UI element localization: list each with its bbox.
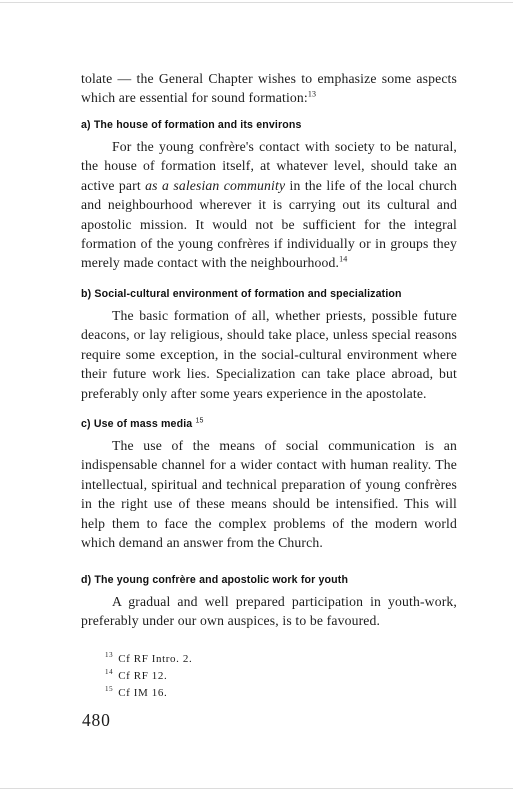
section-c-text: The use of the means of social communication is an indispensable channel for a wider contact with human reality. The intellectual, spiritual and technical preparation of young confrères in the right use of these means should be intensified. This will help them to face the complex problems of the modern world which demand an answer from the Church. — [81, 438, 457, 551]
footnotes — [105, 651, 192, 702]
section-a-emphasis: as a salesian community — [145, 177, 286, 193]
footnote-ref-14: 14 — [339, 254, 348, 264]
section-a — [81, 118, 457, 132]
top-edge-line — [0, 2, 513, 3]
footnote-15-number: 15 — [105, 685, 114, 694]
footnote-15 — [105, 685, 192, 702]
section-a-text-1: For the young confrère's contact with society to be natural, the house of formation itself, at whatever level, should take an active part — [81, 139, 457, 193]
footnote-ref-15: 15 — [195, 417, 204, 425]
section-b-text: The basic formation of all, whether priests, possible future deacons, or lay religious, should take place, unless special reasons require some exception, in the social-cultural environment where their future work lies. Specialization can take place abroad, but preferably only after some years experience in the apostolate. — [81, 308, 457, 401]
footnote-14-text: Cf RF 12. — [118, 670, 168, 682]
page-number: 480 — [82, 710, 111, 730]
section-a-body — [81, 137, 457, 273]
footnote-13-number: 13 — [105, 651, 114, 660]
section-b-body — [81, 306, 457, 403]
bottom-edge-line — [0, 788, 513, 789]
footnote-ref-13: 13 — [307, 89, 317, 99]
section-a-text-2: in the life of the local church and neighbourhood wherever it is carrying out its cultural and apostolic mission. It would not be sufficient for the integral formation of the young confrères if individually or in groups they merely made contact with the neighbourhood. — [81, 177, 457, 271]
section-b-heading: b) Social-cultural environment of formation and specialization — [81, 288, 402, 300]
section-d-heading: d) The young confrère and apostolic work for youth — [81, 574, 349, 586]
section-c-body — [81, 436, 457, 552]
section-d — [81, 573, 457, 587]
section-c — [81, 417, 457, 431]
footnote-15-text: Cf IM 16. — [118, 687, 168, 699]
section-d-body — [81, 592, 457, 631]
footnote-13 — [105, 651, 192, 668]
section-c-heading: c) Use of mass media — [81, 418, 193, 430]
footnote-13-text: Cf RF Intro. 2. — [118, 653, 193, 665]
opening-paragraph — [81, 69, 457, 108]
footnote-14-number: 14 — [105, 668, 114, 677]
section-a-heading: a) The house of formation and its environs — [81, 119, 302, 131]
section-d-text: A gradual and well prepared participation in youth-work, preferably under our own auspices, is to be favoured. — [81, 594, 457, 629]
section-b — [81, 287, 457, 301]
opening-text: tolate — the General Chapter wishes to emphasize some aspects which are essential for sound formation: — [81, 71, 457, 106]
footnote-14 — [105, 668, 192, 685]
